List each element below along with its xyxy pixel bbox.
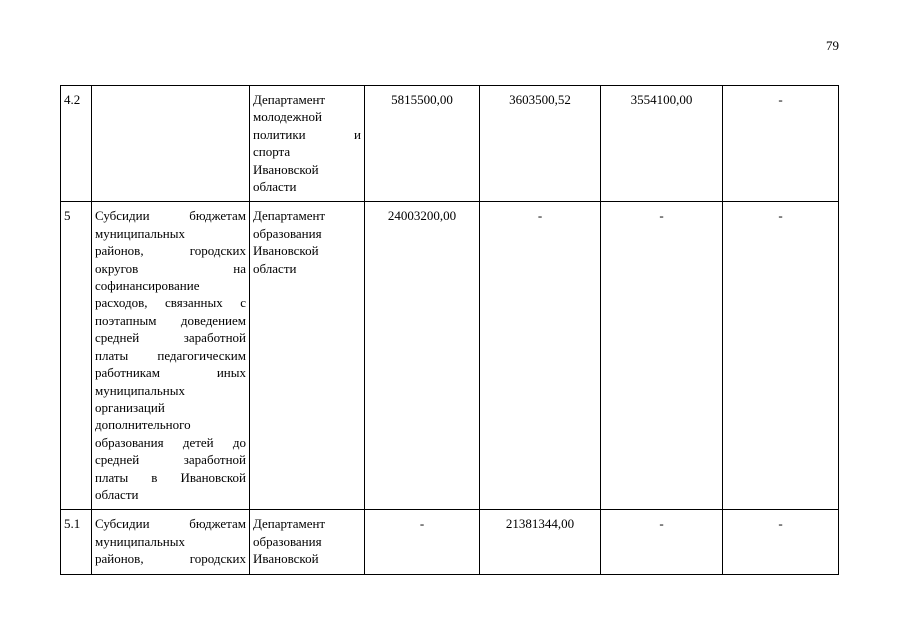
row-number: 4.2	[61, 86, 92, 202]
description-line: платы педагогическим	[95, 347, 246, 363]
department-line: Ивановской	[253, 551, 319, 567]
amount-cell: 3603500,52	[480, 86, 601, 202]
description-line: организаций	[95, 399, 165, 415]
department-line: области	[253, 260, 297, 276]
row-description	[92, 510, 250, 574]
description-line: расходов, связанных с	[95, 295, 246, 311]
description-line: районов, городских	[95, 243, 246, 259]
amount-cell: 21381344,00	[480, 510, 601, 574]
row-number: 5.1	[61, 510, 92, 574]
department-line: Департамент	[253, 516, 326, 532]
description-line: софинансирование	[95, 278, 200, 294]
row-department	[250, 510, 365, 574]
department-line: политики и	[253, 126, 361, 142]
amount-cell: 3554100,00	[601, 86, 723, 202]
description-line: платы в Ивановской	[95, 469, 246, 485]
department-line: Ивановской	[253, 161, 319, 177]
budget-table	[60, 85, 839, 575]
amount-cell: -	[480, 202, 601, 510]
description-line: образования детей до	[95, 434, 246, 450]
description-line: Субсидии бюджетам	[95, 516, 246, 532]
description-line: муниципальных	[95, 382, 186, 398]
description-line: районов, городских	[95, 551, 246, 567]
amount-cell: -	[601, 202, 723, 510]
amount-cell: -	[601, 510, 723, 574]
department-line: образования	[253, 225, 322, 241]
amount-cell: -	[723, 510, 839, 574]
description-line: работникам иных	[95, 365, 246, 381]
description-line: дополнительного	[95, 417, 191, 433]
department-line: спорта	[253, 144, 291, 160]
row-department	[250, 86, 365, 202]
row-description	[92, 86, 250, 202]
table-row	[61, 86, 839, 202]
amount-cell: -	[723, 202, 839, 510]
amount-cell: 24003200,00	[365, 202, 480, 510]
department-line: Департамент	[253, 92, 326, 107]
department-line: Департамент	[253, 208, 326, 224]
amount-cell: 5815500,00	[365, 86, 480, 202]
row-description	[92, 202, 250, 510]
description-line: Субсидии бюджетам	[95, 208, 246, 224]
department-line: Ивановской	[253, 243, 319, 259]
amount-cell: -	[365, 510, 480, 574]
description-line: муниципальных	[95, 533, 186, 549]
description-line: округов на	[95, 260, 246, 276]
row-number: 5	[61, 202, 92, 510]
department-line: области	[253, 179, 297, 195]
table-row	[61, 510, 839, 574]
row-department	[250, 202, 365, 510]
description-line: средней заработной	[95, 452, 246, 468]
description-line: области	[95, 486, 139, 502]
description-line: средней заработной	[95, 330, 246, 346]
page-number: 79	[826, 38, 839, 53]
description-line: поэтапным доведением	[95, 312, 246, 328]
amount-cell: -	[723, 86, 839, 202]
department-line: образования	[253, 533, 322, 549]
table-row	[61, 202, 839, 510]
description-line: муниципальных	[95, 225, 186, 241]
department-line: молодежной	[253, 109, 322, 125]
